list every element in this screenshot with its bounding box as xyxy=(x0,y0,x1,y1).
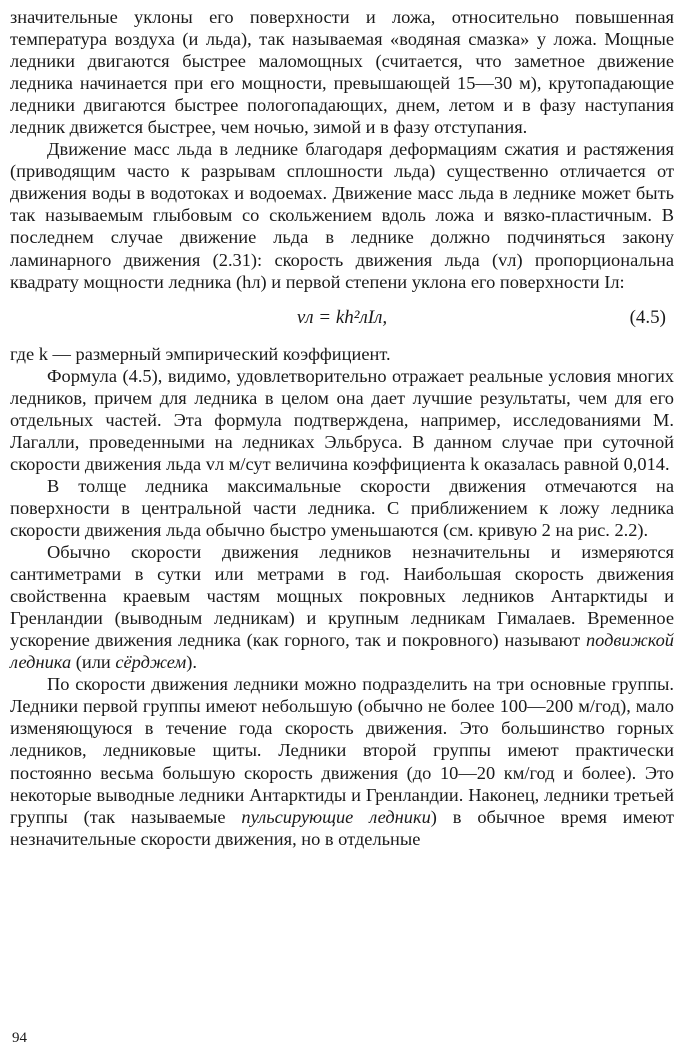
paragraph-7 xyxy=(10,673,674,849)
formula-4-5 xyxy=(10,293,674,343)
page-number: 94 xyxy=(12,1030,27,1046)
p7-text-before: По скорости движения ледники можно подразделить на три основные группы. Ледники первой группы имеют небольшую (обычно не более 100—200 м/год), мало изменяющуюся в течение года скорость движения. Это большинство горных ледников, ледниковые щиты. Ледники второй группы имеют практически постоянно весьма большую скорость движения (до 10—20 км/год и более). Это некоторые выводные ледники Антарктиды и Гренландии. Наконец, ледники третьей группы (так называемые xyxy=(10,674,674,827)
p6-text-before: Обычно скорости движения ледников незначительны и измеряются сантиметрами в сутки или метрами в год. Наибольшая скорость движения свойственна краевым частям мощных покровных ледников Антарктиды и Гренландии (выводным ледникам) и крупным ледникам Гималаев. Временное ускорение движения ледника (как горного, так и покровного) называют xyxy=(10,542,674,651)
paragraph-1: значительные уклоны его поверхности и ложа, относительно повышенная температура воздуха (и льда), так называемая «водяная смазка» у ложа. Мощные ледники двигаются быстрее маломощных (считается, что заметное движение ледника начинается при его мощности, превышающей 15—30 м), крутопадающие ледники двигаются быстрее пологопадающих, днем, летом и в фазу наступания ледник движется быстрее, чем ночью, зимой и в фазу отступания. xyxy=(10,7,674,138)
p7-text-after: ) в обычное время имеют незначительные скорости движения, но в отдельные xyxy=(10,806,674,849)
paragraph-2: Движение масс льда в леднике благодаря деформациям сжатия и растяжения (приводящим часто к разрывам сплошности льда) существенно отличается от движения воды в водотоках и водоемах. Движение масс льда в леднике может быть так называемым глыбовым со скольжением вдоль ложа и вязко-пластичным. В последнем случае движение льда в леднике должно подчиняться закону ламинарного движения (2.31): скорость движения льда (vл) пропорциональна квадрату мощности ледника (hл) и первой степени уклона его поверхности Iл: xyxy=(10,139,674,292)
paragraph-3: где k — размерный эмпирический коэффициент. xyxy=(10,343,391,364)
term-surge: сёрджем xyxy=(115,652,187,673)
p6-text-after: ). xyxy=(186,652,197,673)
formula-number: (4.5) xyxy=(629,306,666,328)
p6-text-middle: (или xyxy=(71,652,116,673)
paragraph-6 xyxy=(10,541,674,673)
paragraph-5: В толще ледника максимальные скорости движения отмечаются на поверхности в центральной части ледника. С приближением к ложу ледника скорости движения льда обычно быстро уменьшаются (см. кривую 2 на рис. 2.2). xyxy=(10,475,674,540)
term-podvizhka: подвижкой ледника xyxy=(10,630,674,673)
formula-expression: vл = kh²лIл, xyxy=(296,306,388,328)
paragraph-4: Формула (4.5), видимо, удовлетворительно отражает реальные условия многих ледников, причем для ледника в целом она дает лучшие результаты, чем для его отдельных частей. Эта формула подтверждена, например, исследованиями М. Лагалли, проведенными на ледниках Эльбруса. В данном случае при суточной скорости движения льда vл м/сут величина коэффициента k оказалась равной 0,014. xyxy=(10,365,674,474)
term-pulsating-glaciers: пульсирующие ледники xyxy=(241,806,431,827)
body-text xyxy=(10,6,674,850)
